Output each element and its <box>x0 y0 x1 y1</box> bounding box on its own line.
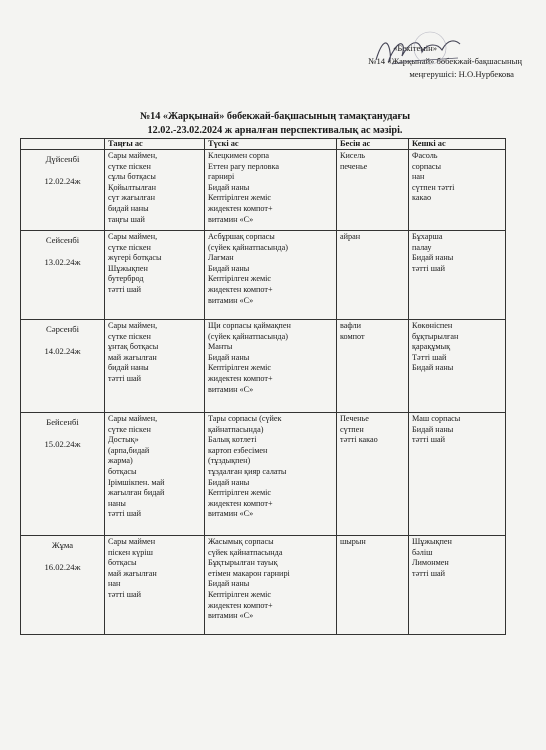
breakfast-item: жүгері ботқасы <box>108 253 162 263</box>
day-name: Жұма <box>51 540 74 550</box>
breakfast-item: наны <box>108 498 126 508</box>
dinner-item: какао <box>412 193 432 203</box>
breakfast-item: май жағылған <box>108 352 157 362</box>
snack-cell <box>337 413 409 536</box>
dinner-item: Фасоль <box>412 151 438 160</box>
day-name: Сейсенбі <box>45 235 80 245</box>
lunch-item: Бидай наны <box>208 579 250 589</box>
breakfast-item: Қойылтылған <box>108 182 157 192</box>
dinner-item: Көкөніспен <box>412 321 453 330</box>
breakfast-item: Достық» <box>108 435 139 445</box>
snack-item: компот <box>340 331 365 341</box>
lunch-item: қайнатпасында) <box>208 424 264 434</box>
dinner-item: тәтті шай <box>412 568 446 578</box>
dinner-cell <box>409 150 506 231</box>
snack-item: вафли <box>340 321 361 330</box>
lunch-item: тұздалған қияр салаты <box>208 466 287 476</box>
header-dinner: Кешкі ас <box>409 139 506 150</box>
breakfast-item: Сары маймен, <box>108 414 158 423</box>
header-breakfast: Таңғы ас <box>105 139 205 150</box>
lunch-item: Бидай наны <box>208 477 250 487</box>
breakfast-item: Сары маймен, <box>108 232 158 241</box>
dinner-item: қарақұмық <box>412 342 451 352</box>
dinner-item: сорпасы <box>412 161 441 171</box>
snack-cell <box>337 150 409 231</box>
day-cell <box>21 150 105 231</box>
lunch-item: гарнирі <box>208 172 235 182</box>
menu-table <box>20 138 506 635</box>
breakfast-item: май жағылған <box>108 568 157 578</box>
lunch-item: Лағман <box>208 253 234 263</box>
lunch-item: (сүйек қайнатпасында) <box>208 331 288 341</box>
snack-item: сүтпен <box>340 424 364 434</box>
dinner-item: Бидай наны <box>412 253 454 263</box>
lunch-item: сүйек қайнатпасында <box>208 547 283 557</box>
breakfast-cell <box>105 231 205 320</box>
table-row <box>21 150 506 231</box>
signature-stamp <box>372 30 462 74</box>
lunch-item: Тары сорпасы (сүйек <box>208 414 282 423</box>
breakfast-item: піскен күріш <box>108 547 153 557</box>
snack-item: Печенье <box>340 414 369 423</box>
table-header-row <box>21 139 506 150</box>
header-snack: Бесін ас <box>337 139 409 150</box>
lunch-item: Щи сорпасы қаймақпен <box>208 321 291 330</box>
breakfast-item: тәтті шай <box>108 509 142 519</box>
breakfast-item: сұлы ботқасы <box>108 172 156 182</box>
dinner-cell <box>409 536 506 635</box>
lunch-item: жидектен компот+ <box>208 203 273 213</box>
lunch-item: (тұздықпен) <box>208 456 251 466</box>
snack-item: айран <box>340 232 361 241</box>
lunch-item: Кептірілген жеміс <box>208 589 272 599</box>
lunch-item: витамин «С» <box>208 509 254 519</box>
snack-item: печенье <box>340 161 368 171</box>
dinner-cell <box>409 413 506 536</box>
dinner-item: нан <box>412 172 425 182</box>
breakfast-item: Шұжықпен <box>108 263 148 273</box>
breakfast-item: жарма) <box>108 456 133 466</box>
lunch-item: Кептірілген жеміс <box>208 363 272 373</box>
lunch-item: витамин «С» <box>208 295 254 305</box>
dinner-item: палау <box>412 242 432 252</box>
approval-line-1: «Бекітемін» <box>393 43 437 53</box>
lunch-cell <box>205 536 337 635</box>
day-date: 12.02.24ж <box>44 175 81 186</box>
lunch-item: Бұқтырылған тауық <box>208 558 278 568</box>
breakfast-item: ботқасы <box>108 558 137 568</box>
table-row <box>21 413 506 536</box>
dinner-cell <box>409 320 506 413</box>
header-day <box>21 139 105 150</box>
lunch-item: Кептірілген жеміс <box>208 488 272 498</box>
dinner-item: Бұхарша <box>412 232 443 241</box>
breakfast-item: таңғы шай <box>108 214 145 224</box>
dinner-item: Бидай наны <box>412 363 454 373</box>
lunch-cell <box>205 413 337 536</box>
breakfast-item: Ірімшікпен. май <box>108 477 165 487</box>
breakfast-item: бутерброд <box>108 274 144 284</box>
lunch-item: Еттен рагу перловка <box>208 161 279 171</box>
day-date: 15.02.24ж <box>44 438 81 449</box>
dinner-item: сүтпен тәтті <box>412 182 455 192</box>
lunch-item: Асбұршақ сорпасы <box>208 232 275 241</box>
lunch-item: Балық котлеті <box>208 435 257 445</box>
page-title <box>60 110 490 138</box>
dinner-item: бәліш <box>412 547 433 557</box>
day-cell <box>21 536 105 635</box>
lunch-item: Манты <box>208 342 233 352</box>
breakfast-item: сүтке піскен <box>108 242 151 252</box>
breakfast-cell <box>105 320 205 413</box>
lunch-item: Кептірілген жеміс <box>208 274 272 284</box>
lunch-item: Бидай наны <box>208 352 250 362</box>
snack-cell <box>337 536 409 635</box>
title-line-2: 12.02.-23.02.2024 ж арналған перспективалық ас мәзірі. <box>147 125 403 136</box>
lunch-item: Бидай наны <box>208 182 250 192</box>
lunch-cell <box>205 231 337 320</box>
day-date: 13.02.24ж <box>44 256 81 267</box>
lunch-item: Клецкимен сорпа <box>208 151 270 160</box>
snack-item: шырын <box>340 537 366 546</box>
lunch-cell <box>205 150 337 231</box>
table-row <box>21 320 506 413</box>
dinner-item: бұқтырылған <box>412 331 459 341</box>
breakfast-item: Сары маймен, <box>108 151 158 160</box>
breakfast-item: бидай наны <box>108 363 149 373</box>
lunch-item: витамин «С» <box>208 384 254 394</box>
lunch-item: Бидай наны <box>208 263 250 273</box>
breakfast-item: сүт жағылған <box>108 193 155 203</box>
breakfast-item: ұнтақ ботқасы <box>108 342 159 352</box>
breakfast-item: тәтті шай <box>108 284 142 294</box>
lunch-item: витамин «С» <box>208 214 254 224</box>
lunch-cell <box>205 320 337 413</box>
table-row <box>21 231 506 320</box>
lunch-item: жидектен компот+ <box>208 284 273 294</box>
snack-cell <box>337 320 409 413</box>
snack-item: Кисель <box>340 151 366 160</box>
lunch-item: витамин «С» <box>208 611 254 621</box>
lunch-item: етімен макарон гарнирі <box>208 568 290 578</box>
lunch-item: жидектен компот+ <box>208 600 273 610</box>
breakfast-item: бидай наны <box>108 203 149 213</box>
breakfast-item: ботқасы <box>108 466 137 476</box>
dinner-item: Лимонмен <box>412 558 449 568</box>
breakfast-item: Сары маймен <box>108 537 156 546</box>
breakfast-item: тәтті шай <box>108 589 142 599</box>
dinner-item: Маш сорпасы <box>412 414 461 423</box>
day-name: Дүйсенбі <box>45 154 80 164</box>
header-lunch: Түскі ас <box>205 139 337 150</box>
day-date: 16.02.24ж <box>44 561 81 572</box>
day-name: Сәрсенбі <box>46 324 79 334</box>
breakfast-item: Сары маймен, <box>108 321 158 330</box>
lunch-item: жидектен компот+ <box>208 373 273 383</box>
day-cell <box>21 320 105 413</box>
dinner-item: Тәтті шай <box>412 352 447 362</box>
breakfast-item: сүтке піскен <box>108 331 151 341</box>
lunch-item: картоп езбесімен <box>208 445 268 455</box>
approval-line-2: №14 «Жарқынай» бөбекжай-бақшасының <box>368 56 522 66</box>
dinner-item: тәтті шай <box>412 435 446 445</box>
snack-item: тәтті какао <box>340 435 378 445</box>
breakfast-item: сүтке піскен <box>108 424 151 434</box>
breakfast-item: жағылған бидай <box>108 488 165 498</box>
dinner-item: Шұжықпен <box>412 537 452 546</box>
dinner-cell <box>409 231 506 320</box>
breakfast-item: нан <box>108 579 121 589</box>
breakfast-item: сүтке піскен <box>108 161 151 171</box>
day-cell <box>21 413 105 536</box>
breakfast-cell <box>105 150 205 231</box>
breakfast-cell <box>105 413 205 536</box>
table-row <box>21 536 506 635</box>
day-name: Бейсенбі <box>46 417 79 427</box>
breakfast-item: тәтті шай <box>108 373 142 383</box>
day-date: 14.02.24ж <box>44 345 81 356</box>
lunch-item: Кептірілген жеміс <box>208 193 272 203</box>
day-cell <box>21 231 105 320</box>
dinner-item: тәтті шай <box>412 263 446 273</box>
lunch-item: Жасымық сорпасы <box>208 537 274 546</box>
breakfast-cell <box>105 536 205 635</box>
lunch-item: (сүйек қайнатпасында) <box>208 242 288 252</box>
approval-line-3: меңгерушісі: Н.О.Нурбекова <box>409 69 514 79</box>
lunch-item: жидектен компот+ <box>208 498 273 508</box>
title-line-1: №14 «Жарқынай» бөбекжай-бақшасының тамақтанудағы <box>139 111 411 122</box>
breakfast-item: (арпа,бидай <box>108 445 150 455</box>
dinner-item: Бидай наны <box>412 424 454 434</box>
snack-cell <box>337 231 409 320</box>
